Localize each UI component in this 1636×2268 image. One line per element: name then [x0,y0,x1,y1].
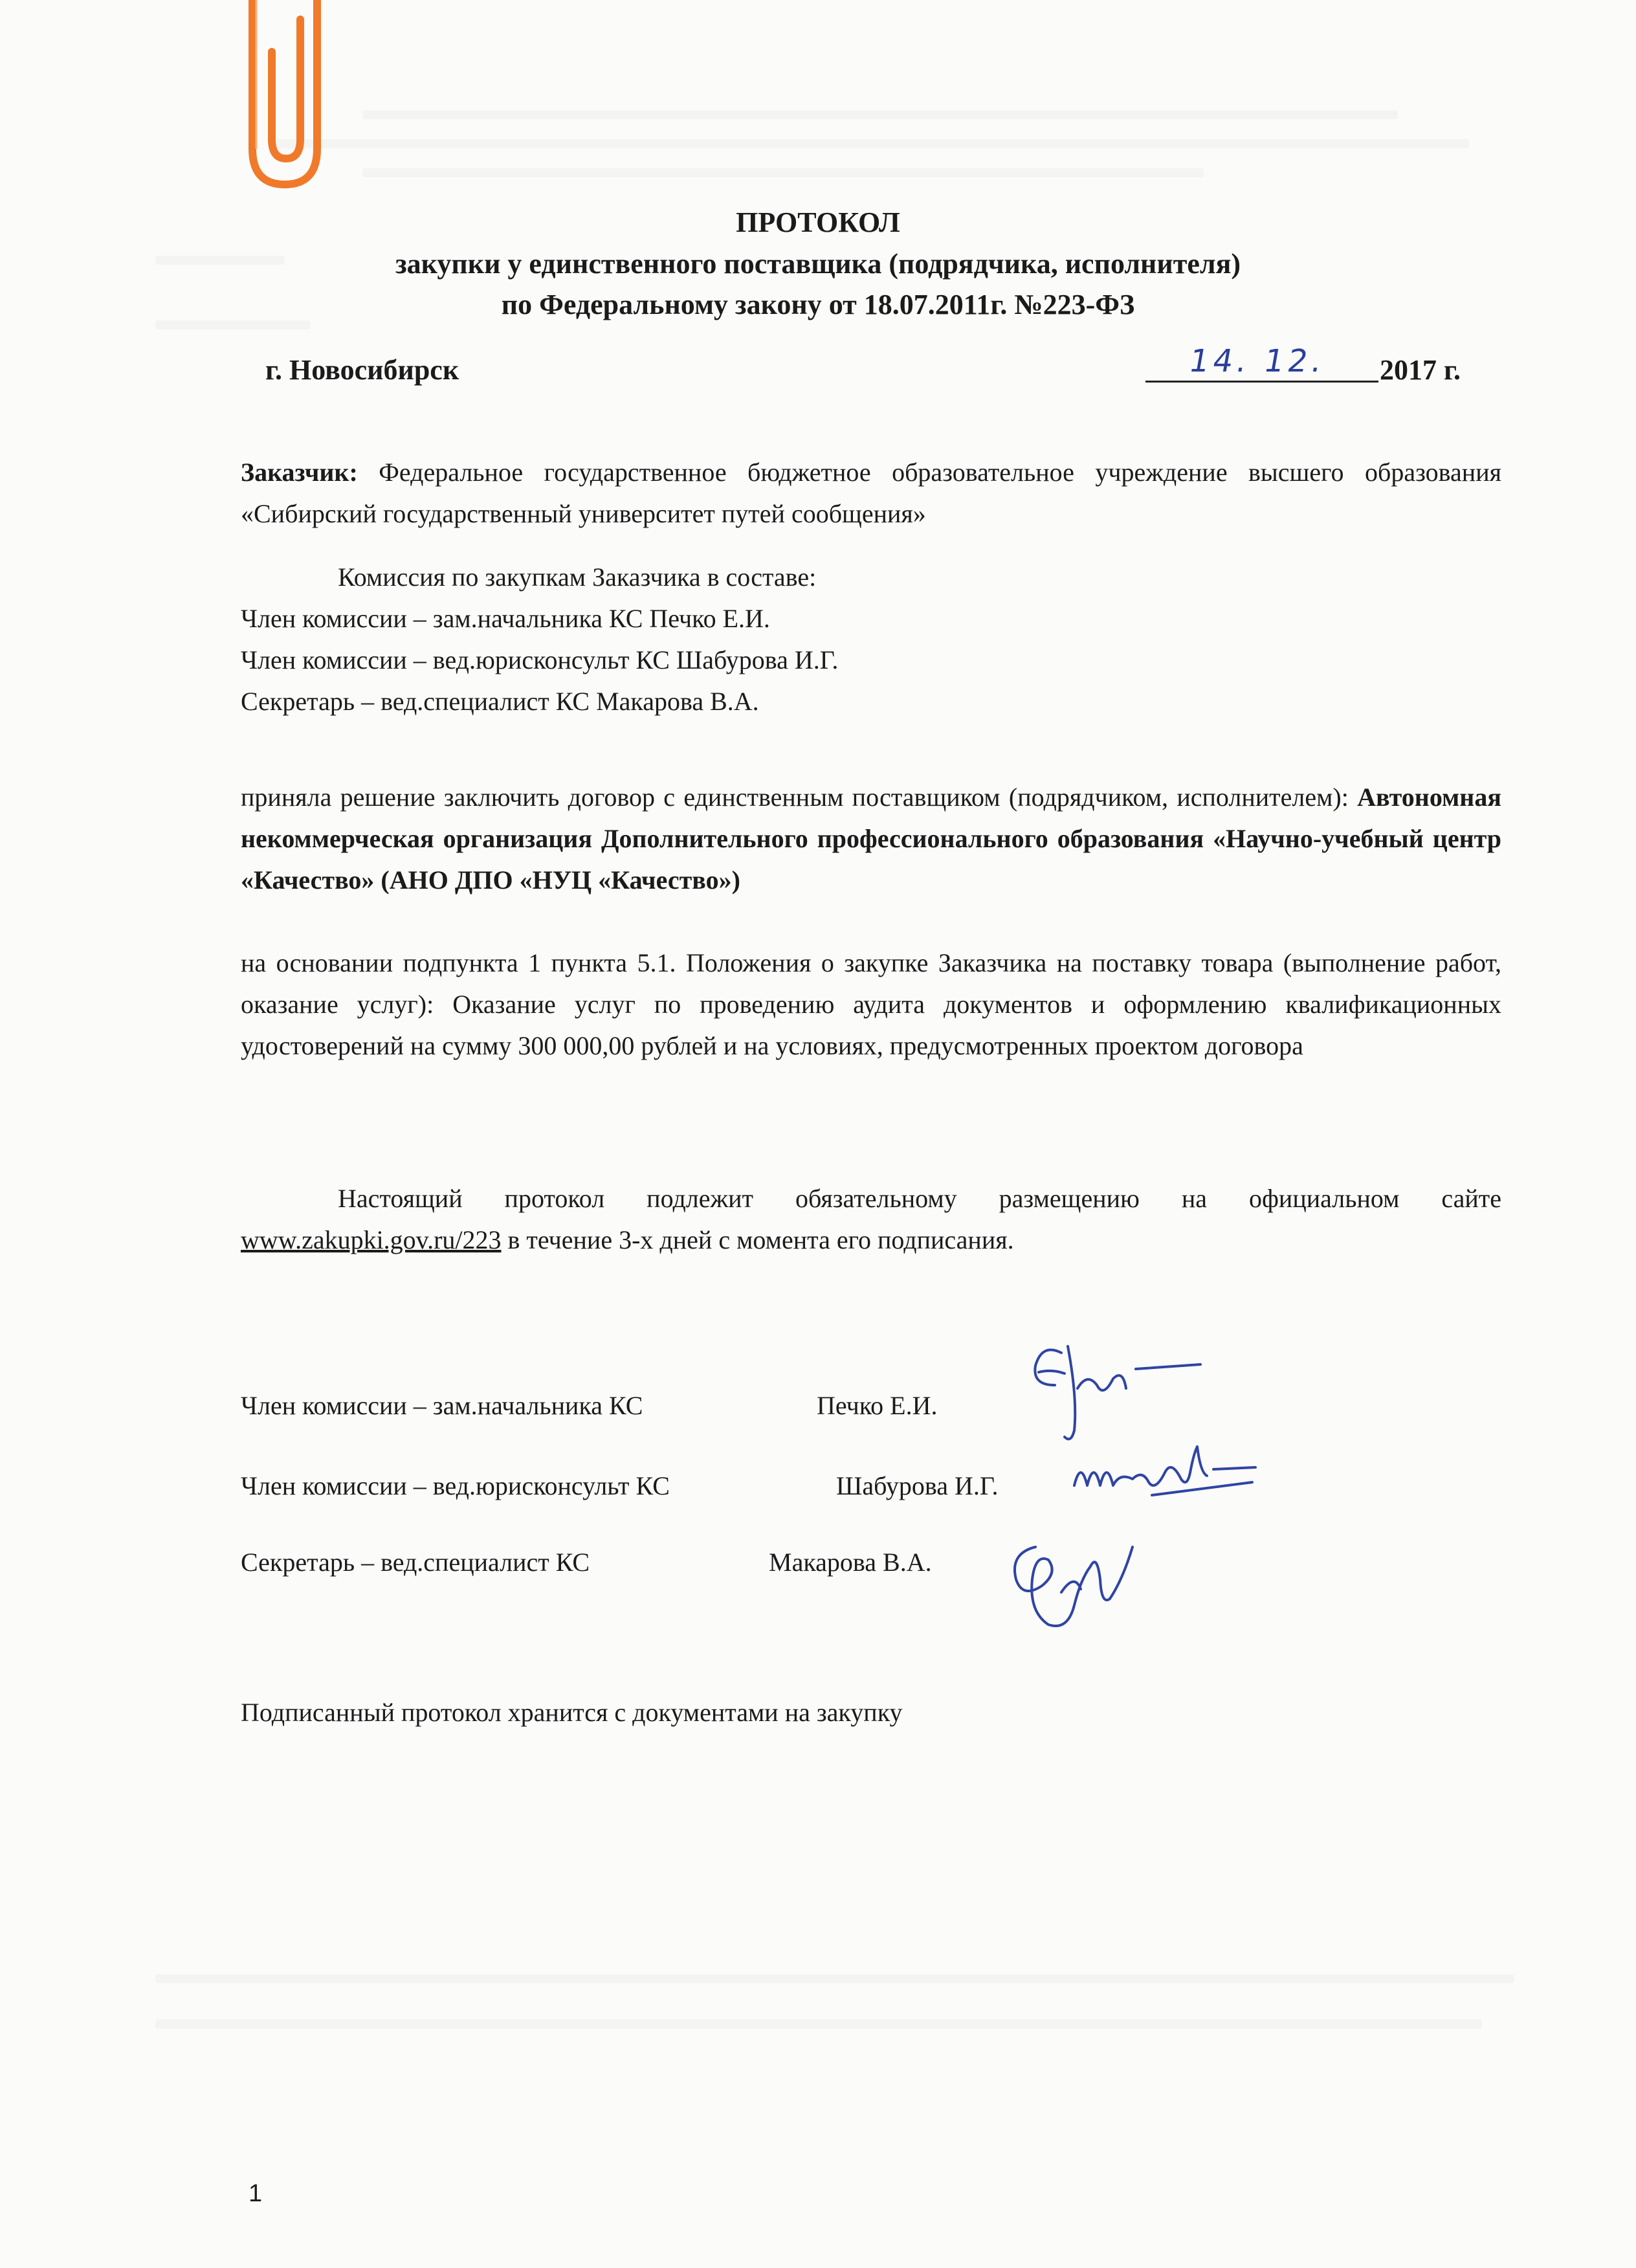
member-3: Секретарь – вед.специалист КС Макарова В.А. [241,687,759,716]
signature-role-1: Член комиссии – зам.начальника КС [241,1391,643,1420]
signature-name-2: Шабурова И.Г. [836,1471,999,1500]
customer-label: Заказчик: [241,458,358,487]
signature-name-1: Печко Е.И. [817,1391,938,1420]
publication-text-2: в течение 3-х дней с момента его подписания. [501,1225,1014,1254]
footer-note: Подписанный протокол хранится с документами на закупку [241,1698,903,1727]
paper-clip-icon [233,0,330,194]
signature-shaburova [1068,1434,1262,1511]
zakupki-link[interactable]: www.zakupki.gov.ru/223 [241,1225,502,1254]
page-title: ПРОТОКОЛ [736,206,900,238]
customer-text: Федеральное государственное бюджетное образовательное учреждение высшего образования «Сибирский государственный университет путей сообщения» [241,458,1501,528]
supplier-name: Автономная некоммерческая организация Дополнительного профессионального образования «Научно-учебный центр «Качество» (АНО ДПО «НУЦ «Качество») [241,783,1501,895]
signature-name-3: Макарова В.А. [769,1548,932,1577]
signature-role-2: Член комиссии – вед.юрисконсульт КС [241,1471,670,1500]
page-subtitle: закупки у единственного поставщика (подрядчика, исполнителя) [395,248,1241,280]
member-2: Член комиссии – вед.юрисконсульт КС Шабурова И.Г. [241,645,839,674]
decision-paragraph [241,777,1501,901]
date-year: 2017 г. [1380,354,1461,386]
customer-paragraph [241,452,1501,535]
member-1: Член комиссии – зам.начальника КС Печко Е.И. [241,604,770,633]
commission-intro: Комиссия по закупкам Заказчика в составе: [338,562,817,592]
handwritten-date: 14. 12. [1186,343,1329,379]
date-line [1145,343,1378,383]
signature-pechko [1016,1333,1223,1450]
publication-paragraph [241,1178,1501,1261]
signature-role-3: Секретарь – вед.специалист КС [241,1548,590,1577]
city: г. Новосибирск [265,354,459,386]
law-reference: по Федеральному закону от 18.07.2011г. №223-ФЗ [501,289,1135,320]
page-number: 1 [249,2180,263,2207]
publication-text-1: Настоящий протокол подлежит обязательному размещению на официальном сайте [338,1184,1501,1213]
decision-text: приняла решение заключить договор с единственным поставщиком (подрядчиком, исполнителем): [241,783,1358,812]
signature-makarova [997,1528,1165,1644]
basis-paragraph: на основании подпункта 1 пункта 5.1. Положения о закупке Заказчика на поставку товара (выполнение работ, оказание услуг): Оказание услуг по проведению аудита документов и оформлению квалификационных удостоверений на сумму 300 000,00 рублей и на условиях, предусмотренных проектом договора [241,948,1501,1060]
